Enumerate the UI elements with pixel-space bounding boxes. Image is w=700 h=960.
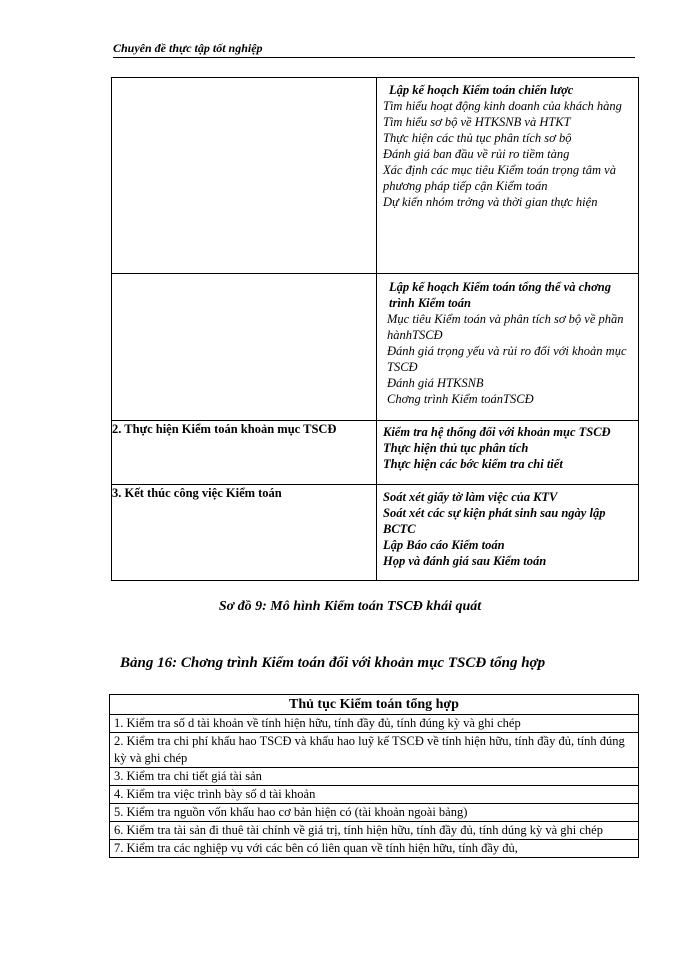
table-cell: 7. Kiểm tra các nghiệp vụ với các bên có liên quan về tính hiện hữu, tính đầy đủ, [110, 840, 639, 858]
step-label-cell [112, 274, 377, 421]
table-title: Bảng 16: Chơng trình Kiểm toán đối với khoản mục TSCĐ tổng hợp [120, 655, 546, 671]
step-subtitle: Lập kế hoạch Kiểm toán tổng thể và chơng trình Kiểm toán [389, 280, 611, 310]
list-item: Soát xét giấy tờ làm việc của KTV [383, 490, 558, 504]
table-row [110, 804, 639, 822]
list-item: Thực hiện thủ tục phân tích [383, 441, 529, 455]
table-row [112, 485, 639, 581]
list-item: Soát xét các sự kiện phát sinh sau ngày lập BCTC [383, 506, 606, 536]
list-item: Đánh giá trọng yếu và rủi ro đối với khoản mục TSCĐ [387, 344, 627, 374]
step-detail-cell [377, 485, 639, 581]
list-item: Lập Báo cáo Kiểm toán [383, 538, 505, 552]
list-item: Xác định các mục tiêu Kiểm toán trọng tâm và phương pháp tiếp cận Kiểm toán [383, 163, 616, 193]
table-header-row [110, 695, 639, 715]
page-header: Chuyên đề thực tập tốt nghiệp [113, 40, 635, 58]
table-header: Thủ tục Kiểm toán tổng hợp [110, 695, 639, 715]
table-row [110, 715, 639, 733]
table-row [112, 78, 639, 274]
list-item: Chơng trình Kiểm toánTSCĐ [387, 392, 534, 406]
table-row [110, 768, 639, 786]
list-item: Đánh giá HTKSNB [387, 376, 484, 390]
step-detail-cell [377, 421, 639, 485]
table-row [110, 822, 639, 840]
list-item: Kiểm tra hệ thống đối với khoản mục TSCĐ [383, 425, 611, 439]
step-label-cell: 3. Kết thúc công việc Kiểm toán [112, 485, 377, 581]
list-item: Tìm hiểu hoạt động kinh doanh của khách hàng [383, 99, 622, 113]
step-subtitle: Lập kế hoạch Kiểm toán chiến lược [389, 83, 574, 97]
list-item: Thực hiện các bớc kiểm tra chi tiết [383, 457, 563, 471]
table-cell: 6. Kiểm tra tài sản đi thuê tài chính về giá trị, tính hiện hữu, tính đầy đủ, tính dúng kỳ và ghi chép [110, 822, 639, 840]
list-item: Dự kiến nhóm trởng và thời gian thực hiện [383, 195, 598, 209]
table-row [110, 840, 639, 858]
list-item: Đánh giá ban đầu về rủi ro tiềm tàng [383, 147, 570, 161]
figure-caption: Sơ đồ 9: Mô hình Kiểm toán TSCĐ khái quát [218, 599, 482, 614]
table-row [110, 786, 639, 804]
table-cell: 4. Kiểm tra việc trình bày số d tài khoản [110, 786, 639, 804]
list-item: Họp và đánh giá sau Kiểm toán [383, 554, 547, 568]
table-row [112, 274, 639, 421]
list-item: Thực hiện các thủ tục phân tích sơ bộ [383, 131, 572, 145]
list-item: Tìm hiểu sơ bộ về HTKSNB và HTKT [383, 115, 571, 129]
table-cell: 5. Kiểm tra nguồn vốn khấu hao cơ bản hiện có (tài khoản ngoài bảng) [110, 804, 639, 822]
step-label-cell [112, 78, 377, 274]
audit-model-table [111, 77, 639, 581]
table-cell: 3. Kiểm tra chi tiết giá tài sản [110, 768, 639, 786]
table-row [110, 733, 639, 768]
list-item: Mục tiêu Kiểm toán và phân tích sơ bộ về phần hànhTSCĐ [387, 312, 624, 342]
table-cell: 2. Kiểm tra chi phí khấu hao TSCĐ và khấu hao luỹ kế TSCĐ về tính hiện hữu, tính đầy đủ, tính đúng kỳ và ghi chép [110, 733, 639, 768]
step-detail-cell [377, 274, 639, 421]
table-cell: 1. Kiểm tra số d tài khoản về tính hiện hữu, tính đầy đủ, tính đúng kỳ và ghi chép [110, 715, 639, 733]
step-detail-cell [377, 78, 639, 274]
step-label-cell: 2. Thực hiện Kiểm toán khoản mục TSCĐ [112, 421, 377, 485]
table-row [112, 421, 639, 485]
audit-procedure-table [109, 694, 639, 858]
